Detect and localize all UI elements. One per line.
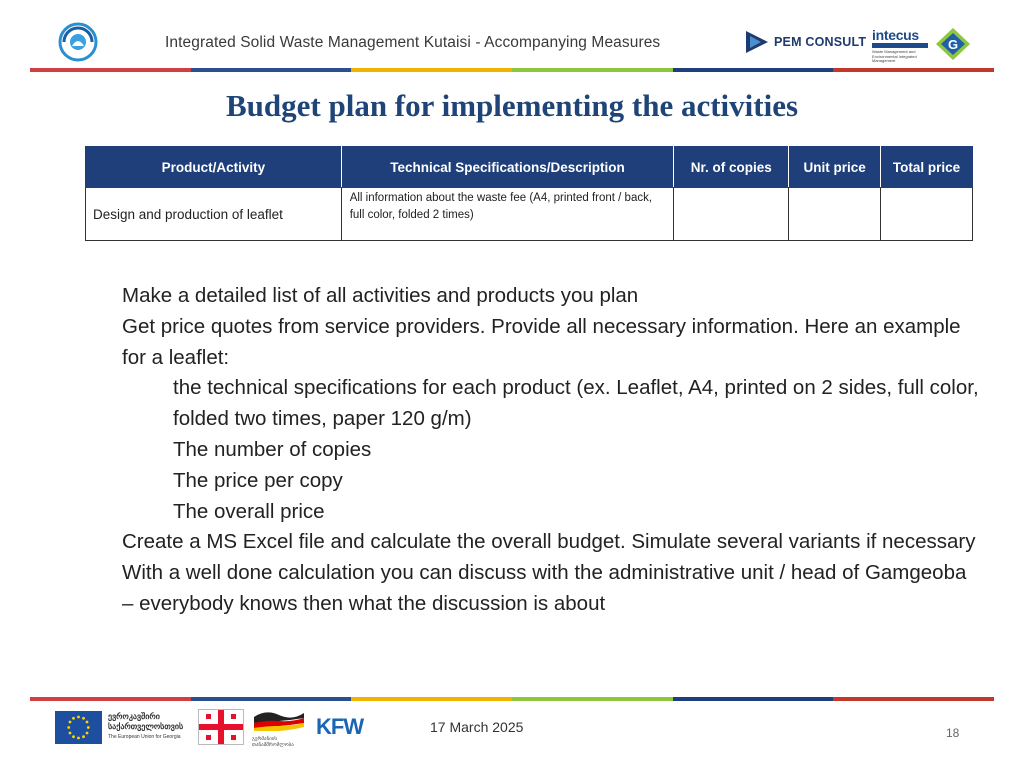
cell-copies xyxy=(674,188,789,241)
german-caption-line1: გერმანიის xyxy=(252,736,277,742)
eu-caption-line3: The European Union for Georgia xyxy=(108,734,181,740)
kfw-logo: KFW xyxy=(316,714,364,739)
georgia-flag-icon xyxy=(198,709,244,745)
instruction-line: Create a MS Excel file and calculate the overall budget. Simulate several variants if necessary xyxy=(122,530,976,554)
german-cooperation-logo xyxy=(252,709,306,748)
instruction-line: With a well done calculation you can discuss with the administrative unit / head of Gamgeoba – everybody knows then what the discussion is about xyxy=(122,561,967,615)
pem-consult-logo xyxy=(746,31,866,53)
pem-triangle-icon xyxy=(746,31,768,53)
stripe-segment xyxy=(673,68,834,72)
instruction-subline: The price per copy xyxy=(173,468,343,492)
intecus-logo xyxy=(872,27,928,63)
instructions-text xyxy=(122,281,982,620)
header-title: Integrated Solid Waste Management Kutaisi - Accompanying Measures xyxy=(165,34,661,51)
intecus-tagline: Waste Management and Environmental Integrated Management xyxy=(872,49,917,63)
cell-unit-price xyxy=(789,188,881,241)
footer-color-stripe xyxy=(30,697,994,701)
stripe-segment xyxy=(351,68,512,72)
stripe-segment xyxy=(30,697,191,701)
budget-table xyxy=(85,146,973,241)
header-total-price: Total price xyxy=(881,147,973,188)
intecus-bar xyxy=(872,43,928,48)
eu-caption xyxy=(108,712,192,742)
page-number: 18 xyxy=(946,726,960,740)
slide-title: Budget plan for implementing the activities xyxy=(225,88,799,123)
table-row xyxy=(86,188,973,241)
cell-activity: Design and production of leaflet xyxy=(86,188,342,241)
header-technical-specifications: Technical Specifications/Description xyxy=(341,147,674,188)
instruction-subline: The overall price xyxy=(173,499,325,523)
footer-date: 17 March 2025 xyxy=(430,719,524,735)
header-unit-price: Unit price xyxy=(789,147,881,188)
eu-caption-line1: ევროკავშირი xyxy=(108,712,160,721)
project-logo-icon xyxy=(58,22,98,62)
instruction-line: Get price quotes from service providers. Provide all necessary information. Here an example for a leaflet: xyxy=(122,314,961,369)
stripe-segment xyxy=(512,697,673,701)
eu-caption-line2: საქართველოსთვის xyxy=(108,722,184,731)
stripe-segment xyxy=(833,697,994,701)
cell-description: All information about the waste fee (A4, printed front / back, full color, folded 2 times) xyxy=(341,188,674,241)
stripe-segment xyxy=(30,68,191,72)
cell-total-price xyxy=(881,188,973,241)
intecus-name: intecus xyxy=(872,27,919,43)
stripe-segment xyxy=(673,697,834,701)
header-nr-copies: Nr. of copies xyxy=(674,147,789,188)
header-product-activity: Product/Activity xyxy=(86,147,342,188)
svg-text:G: G xyxy=(947,37,959,52)
pem-consult-text: PEM CONSULT xyxy=(774,35,867,49)
instruction-subline: the technical specifications for each product (ex. Leaflet, A4, printed on 2 sides, full color, folded two times, paper 120 g/m) xyxy=(173,376,979,431)
german-flag-wave-icon xyxy=(252,709,306,731)
stripe-segment xyxy=(191,697,352,701)
table-header-row xyxy=(86,147,973,188)
stripe-segment xyxy=(833,68,994,72)
stripe-segment xyxy=(191,68,352,72)
stripe-segment xyxy=(351,697,512,701)
footer-logos xyxy=(55,709,364,748)
eu-flag-icon xyxy=(55,711,102,744)
header-color-stripe xyxy=(30,68,994,72)
instruction-subline: The number of copies xyxy=(173,437,372,461)
instruction-line: Make a detailed list of all activities and products you plan xyxy=(122,284,639,307)
stripe-segment xyxy=(512,68,673,72)
german-caption-line2: თანამშრომლობა xyxy=(252,742,294,748)
g-logo-icon xyxy=(936,28,970,60)
